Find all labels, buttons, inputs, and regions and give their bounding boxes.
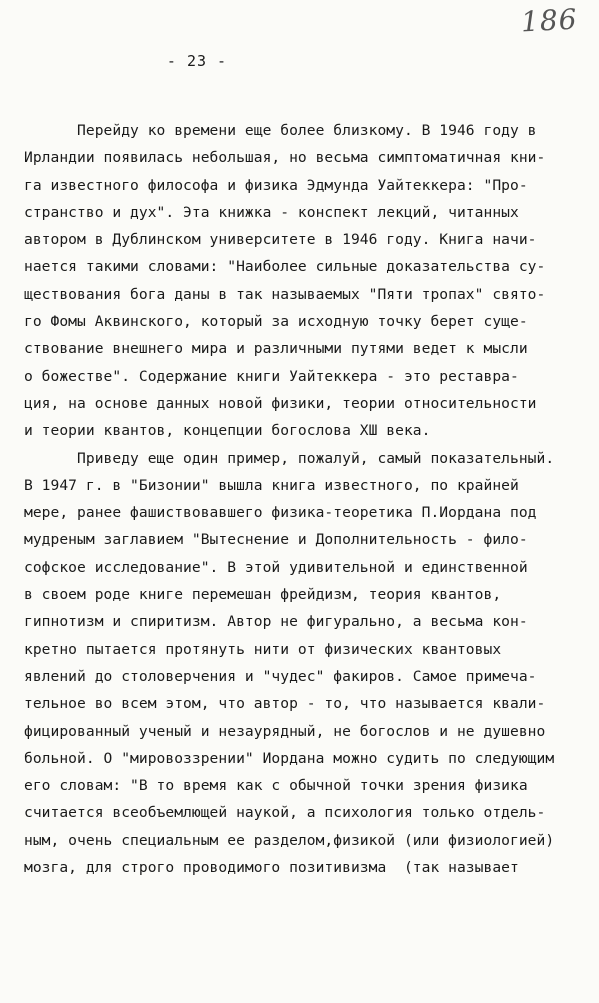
text-line: мозга, для строго проводимого позитивизма (так называет <box>24 859 519 877</box>
text-line: ным, очень специальным ее разделом,физикой (или физиологией) <box>24 831 555 849</box>
text-line: ствование внешнего мира и различными путями ведет к мысли <box>24 340 528 358</box>
document-body <box>24 117 599 881</box>
text-line: Ирландии появилась небольшая, но весьма симптоматичная кни- <box>24 149 546 167</box>
text-line: га известного философа и физика Эдмунда Уайтеккера: "Про- <box>24 176 528 194</box>
text-line: мере, ранее фашиствовавшего физика-теоретика П.Иордана под <box>24 504 537 522</box>
text-line: нается такими словами: "Наиболее сильные доказательства су- <box>24 258 546 276</box>
text-line: о божестве". Содержание книги Уайтеккера - это реставра- <box>24 367 519 385</box>
text-line: больной. О "мировоззрении" Иордана можно судить по следующим <box>24 749 555 767</box>
text-line: явлений до столоверчения и "чудес" факиров. Самое примеча- <box>24 667 537 685</box>
text-line: софское исследование". В этой удивительной и единственной <box>24 558 528 576</box>
text-line: го Фомы Аквинского, который за исходную точку берет суще- <box>24 313 528 331</box>
text-line: Перейду ко времени еще более близкому. В 1946 году в <box>24 122 537 139</box>
text-line: кретно пытается протянуть нити от физических квантовых <box>24 640 502 658</box>
text-line: странство и дух". Эта книжка - конспект лекций, читанных <box>24 203 519 221</box>
text-line: его словам: "В то время как с обычной точки зрения физика <box>24 777 528 795</box>
text-line: и теории квантов, концепции богослова ХШ века. <box>24 422 431 440</box>
text-line: В 1947 г. в "Бизонии" вышла книга известного, по крайней <box>24 476 519 494</box>
text-line: ществования бога даны в так называемых "Пяти тропах" свято- <box>24 285 546 303</box>
text-line: тельное во всем этом, что автор - то, что называется квали- <box>24 695 546 713</box>
page-number: - 23 - <box>166 52 228 70</box>
text-line: в своем роде книге перемешан фрейдизм, теория квантов, <box>24 586 502 604</box>
text-line: гипнотизм и спиритизм. Автор не фигурально, а весьма кон- <box>24 613 528 631</box>
text-line: считается всеобъемлющей наукой, а психология только отдель- <box>24 804 546 822</box>
archive-page-number: 186 <box>519 2 578 39</box>
text-line: Приведу еще один пример, пожалуй, самый показательный. <box>24 449 555 467</box>
text-line: ция, на основе данных новой физики, теории относительности <box>24 394 537 412</box>
text-line: мудреным заглавием "Вытеснение и Дополнительность - фило- <box>24 531 528 549</box>
text-line: автором в Дублинском университете в 1946 году. Книга начи- <box>24 231 537 249</box>
text-line: фицированный ученый и незаурядный, не богослов и не душевно <box>24 722 546 740</box>
